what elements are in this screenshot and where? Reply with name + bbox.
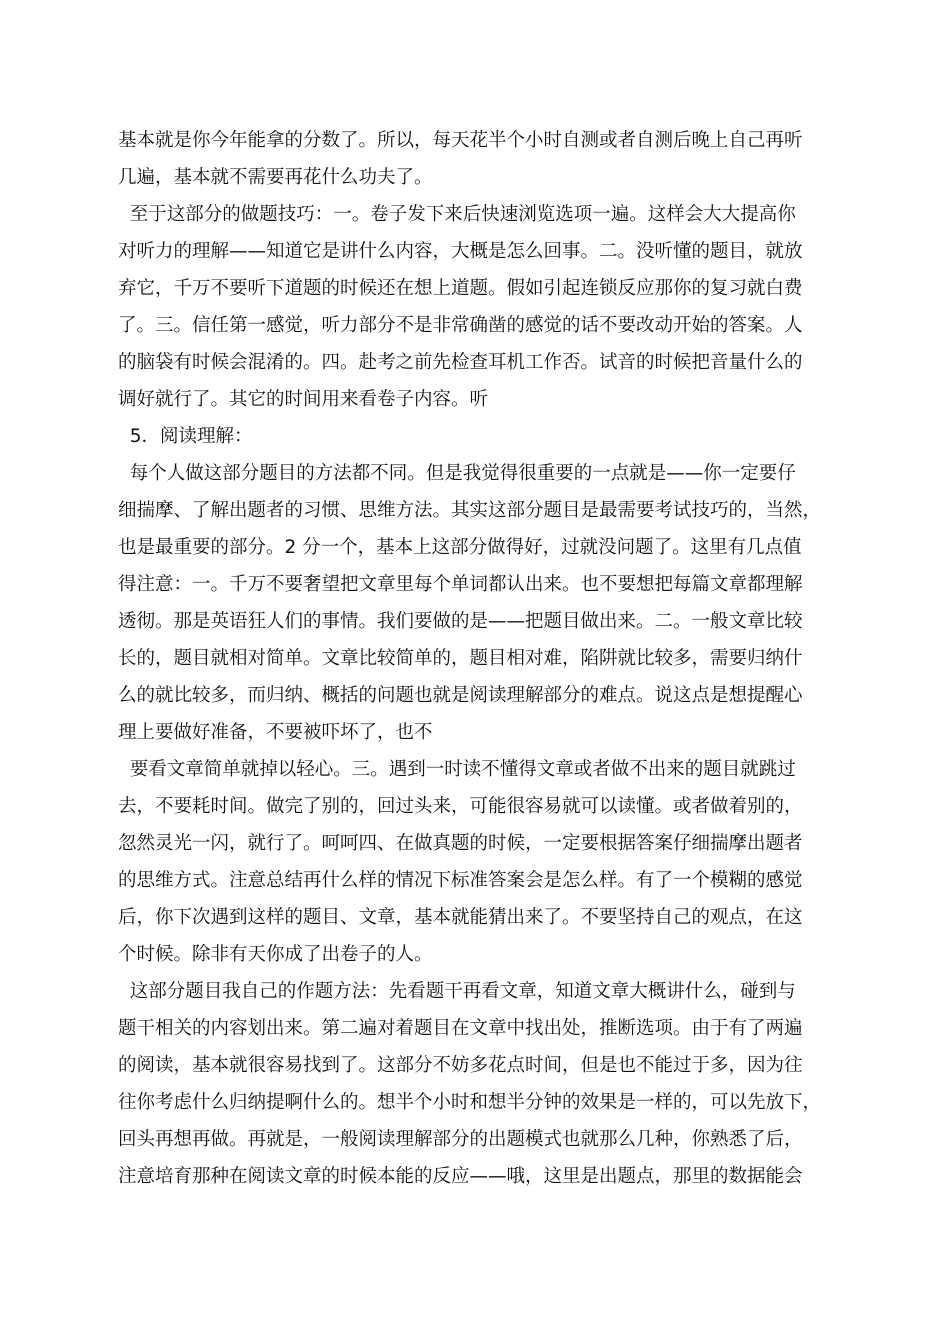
text-line: 每个人做这部分题目的方法都不同。但是我觉得很重要的一点就是——你一定要仔: [118, 463, 796, 484]
section-heading: 5．阅读理解：: [118, 426, 253, 447]
text-line: 个时候。除非有天你成了出卷子的人。: [118, 944, 433, 965]
text-line: 了。三。信任第一感觉，听力部分不是非常确凿的感觉的话不要改动开始的答案。人: [118, 315, 803, 336]
text-line: 回头再想再做。再就是，一般阅读理解部分的出题模式也就那么几种，你熟悉了后，: [118, 1129, 803, 1150]
text-line: 后，你下次遇到这样的题目、文章，基本就能猜出来了。不要坚持自己的观点，在这: [118, 907, 803, 928]
text-line: 得注意：一。千万不要奢望把文章里每个单词都认出来。也不要想把每篇文章都理解: [118, 574, 803, 595]
text-line: 么的就比较多，而归纳、概括的问题也就是阅读理解部分的难点。说这点是想提醒心: [118, 685, 803, 706]
text-line: 长的，题目就相对简单。文章比较简单的，题目相对难，陷阱就比较多，需要归纳什: [118, 648, 803, 669]
text-line: 的阅读，基本就很容易找到了。这部分不妨多花点时间，但是也不能过于多，因为往: [118, 1055, 803, 1076]
text-line: 注意培育那种在阅读文章的时候本能的反应——哦，这里是出题点，那里的数据能会: [118, 1166, 803, 1187]
text-line: 基本就是你今年能拿的分数了。所以，每天花半个小时自测或者自测后晚上自己再听: [118, 130, 803, 151]
text-line: 的思维方式。注意总结再什么样的情况下标准答案会是怎么样。有了一个模糊的感觉: [118, 870, 803, 891]
text-line: 几遍，基本就不需要再花什么功夫了。: [118, 167, 433, 188]
text-line: 对听力的理解——知道它是讲什么内容，大概是怎么回事。二。没听懂的题目，就放: [118, 241, 803, 262]
text-line: 的脑袋有时候会混淆的。四。赴考之前先检查耳机工作否。试音的时候把音量什么的: [118, 352, 803, 373]
text-line: 理上要做好准备，不要被吓坏了，也不: [118, 722, 433, 743]
text-line: 细揣摩、了解出题者的习惯、思维方法。其实这部分题目是最需要考试技巧的，当然，: [118, 500, 822, 521]
text-line: 透彻。那是英语狂人们的事情。我们要做的是——把题目做出来。二。一般文章比较: [118, 611, 803, 632]
text-line: 弃它，千万不要听下道题的时候还在想上道题。假如引起连锁反应那你的复习就白费: [118, 278, 803, 299]
document-body: [118, 122, 836, 1195]
text-line: 至于这部分的做题技巧：一。卷子发下来后快速浏览选项一遍。这样会大大提高你: [118, 204, 796, 225]
text-line: 往你考虑什么归纳提啊什么的。想半个小时和想半分钟的效果是一样的，可以先放下，: [118, 1092, 822, 1113]
text-line: 要看文章简单就掉以轻心。三。遇到一时读不懂得文章或者做不出来的题目就跳过: [118, 759, 796, 780]
text-line: 去，不要耗时间。做完了别的，回过头来，可能很容易就可以读懂。或者做着别的，: [118, 796, 803, 817]
text-line: 这部分题目我自己的作题方法：先看题干再看文章，知道文章大概讲什么，碰到与: [118, 981, 796, 1002]
text-line: 调好就行了。其它的时间用来看卷子内容。听: [118, 389, 489, 410]
text-line: 题干相关的内容划出来。第二遍对着题目在文章中找出处，推断选项。由于有了两遍: [118, 1018, 803, 1039]
text-line: 也是最重要的部分。2 分一个，基本上这部分做得好，过就没问题了。这里有几点值: [118, 537, 802, 558]
text-line: 忽然灵光一闪，就行了。呵呵四、在做真题的时候，一定要根据答案仔细揣摩出题者: [118, 833, 803, 854]
